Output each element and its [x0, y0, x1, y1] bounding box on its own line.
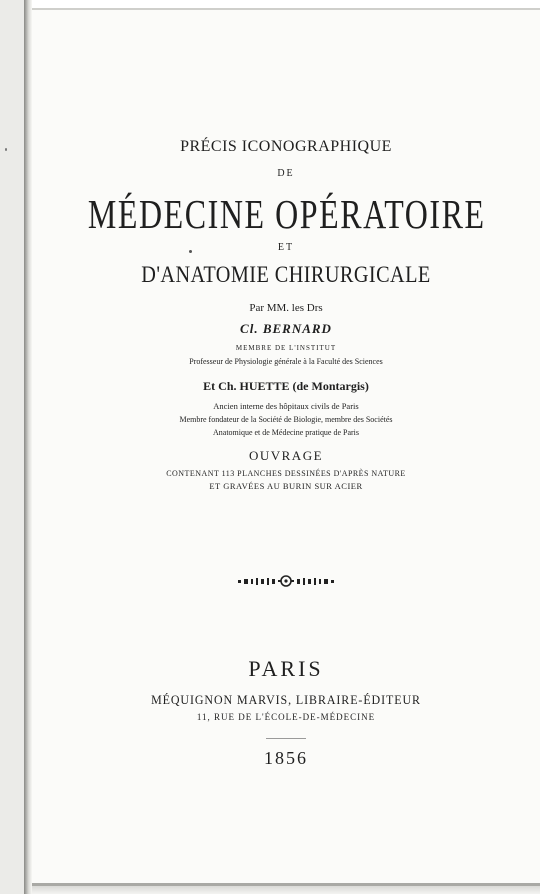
author1-name: Cl. BERNARD — [240, 321, 332, 336]
work-description-2: ET GRAVÉES AU BURIN SUR ACIER — [209, 481, 363, 491]
author2-title2: Membre fondateur de la Société de Biologie, membre des Sociétés — [179, 414, 393, 424]
work-label: OUVRAGE — [248, 448, 324, 463]
foxing-speck — [189, 250, 192, 253]
title-page — [32, 8, 540, 886]
title-line-precis: PRÉCIS ICONOGRAPHIQUE — [180, 138, 392, 155]
author1-title1: MEMBRE DE L'INSTITUT — [235, 344, 337, 352]
imprint-year: 1856 — [264, 748, 308, 768]
imprint-rule — [266, 738, 306, 739]
author1-title2: Professeur de Physiologie générale à la Faculté des Sciences — [189, 356, 383, 366]
author2-title1: Ancien interne des hôpitaux civils de Paris — [213, 401, 359, 411]
author2-name: Et Ch. HUETTE (de Montargis) — [203, 379, 369, 393]
gutter-shadow — [24, 0, 32, 894]
imprint-address: 11, RUE DE L'ÉCOLE-DE-MÉDECINE — [196, 712, 376, 722]
author2-title3: Anatomique et de Médecine pratique de Paris — [213, 427, 359, 437]
title-line-de: DE — [277, 168, 295, 179]
imprint-publisher: MÉQUIGNON MARVIS, LIBRAIRE-ÉDITEUR — [151, 692, 421, 707]
book-spine — [0, 0, 25, 894]
spine-speck — [5, 148, 7, 151]
authors-intro: Par MM. les Drs — [249, 302, 323, 314]
title-line-et: ET — [277, 242, 295, 253]
imprint-city: PARIS — [248, 656, 324, 681]
ornament-icon — [236, 574, 336, 588]
work-description-1: CONTENANT 113 PLANCHES DESSINÉES D'APRÈS NATURE — [166, 468, 406, 478]
subtitle: D'ANATOMIE CHIRURGICALE — [141, 262, 431, 287]
main-title: MÉDECINE OPÉRATOIRE — [87, 191, 486, 237]
